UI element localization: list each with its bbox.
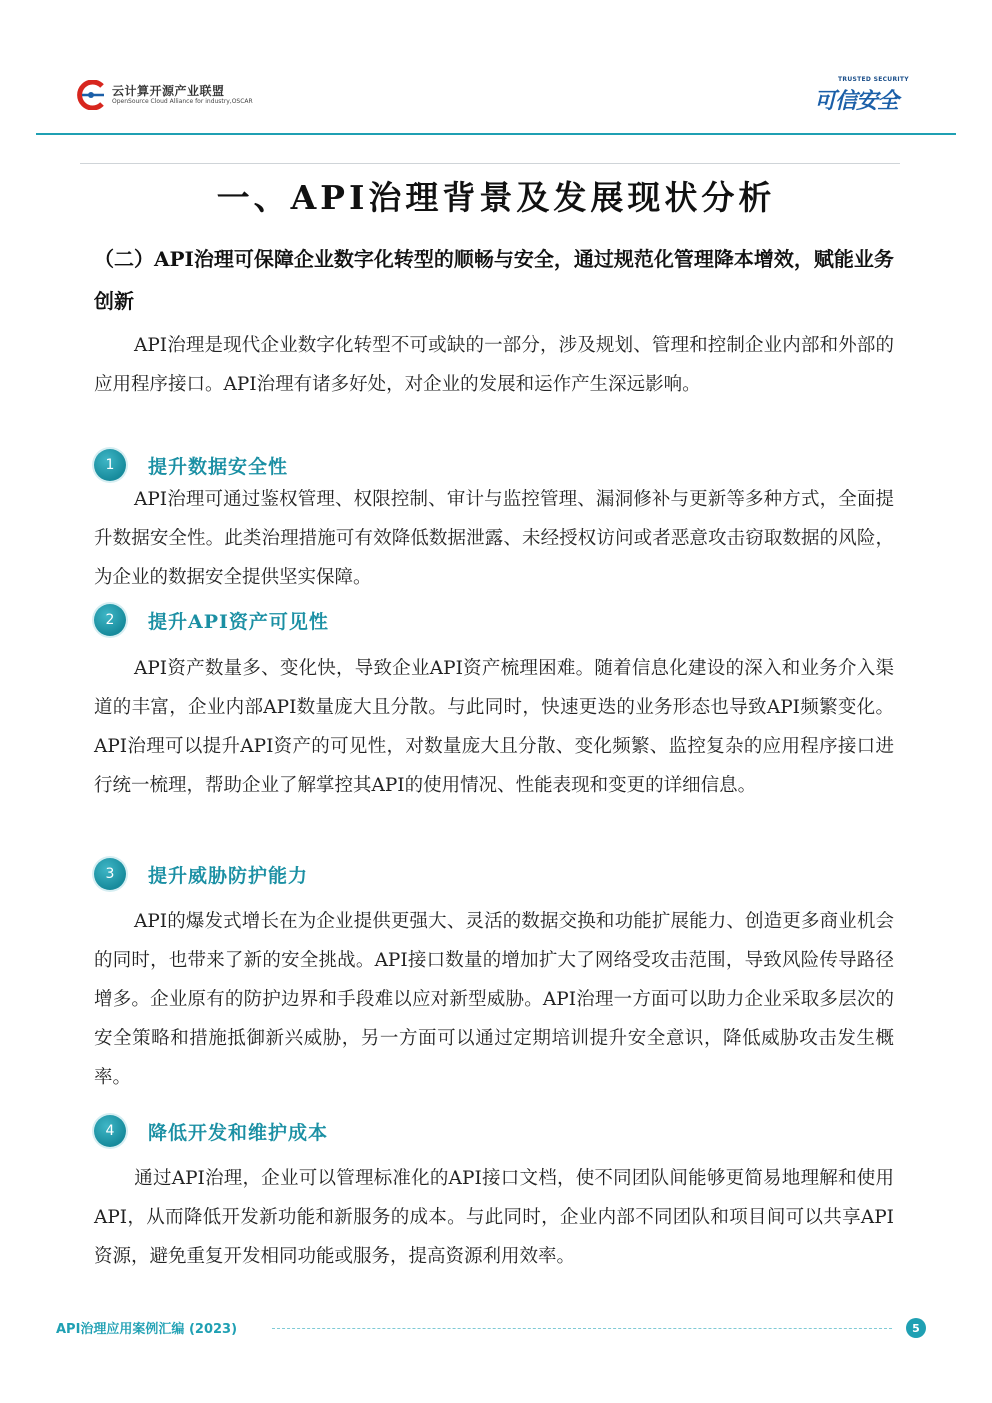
page-header [0, 0, 992, 140]
section-2-paragraph [94, 649, 894, 805]
section-text: API的爆发式增长在为企业提供更强大、灵活的数据交换和功能扩展能力、创造更多商业机会的同时，也带来了新的安全挑战。API接口数量的增加扩大了网络受攻击范围，导致风险传导路径增多。企业原有的防护边界和手段难以应对新型威胁。API治理一方面可以助力企业采取多层次的安全策略和措施抵御新兴威胁，另一方面可以通过定期培训提升安全意识，降低威胁攻击发生概率。 [94, 911, 894, 1088]
oscar-logo [74, 80, 253, 110]
intro-paragraph [94, 326, 894, 404]
section-number-badge: 2 [94, 604, 126, 636]
footer-doc-title: API治理应用案例汇编 (2023) [56, 1322, 238, 1337]
section-text: API资产数量多、变化快，导致企业API资产梳理困难。随着信息化建设的深入和业务介入渠道的丰富，企业内部API数量庞大且分散。与此同时，快速更迭的业务形态也导致API频繁变化。API治理可以提升API资产的可见性，对数量庞大且分散、变化频繁、监控复杂的应用程序接口进行统一梳理，帮助企业了解掌控其API的使用情况、性能表现和变更的详细信息。 [94, 658, 894, 796]
trusted-security-main: 可信安全 [814, 89, 899, 114]
subsection-heading: （二）API治理可保障企业数字化转型的顺畅与安全，通过规范化管理降本增效，赋能业务创新 [94, 247, 894, 313]
oscar-logo-cn: 云计算开源产业联盟 [112, 84, 225, 98]
section-number-badge: 1 [94, 449, 126, 481]
trusted-security-logo [812, 76, 922, 116]
section-2-heading [94, 605, 329, 635]
section-4-paragraph [94, 1159, 894, 1276]
page-title: 一、API治理背景及发展现状分析 [216, 178, 776, 217]
section-text: API治理可通过鉴权管理、权限控制、审计与监控管理、漏洞修补与更新等多种方式，全面提升数据安全性。此类治理措施可有效降低数据泄露、未经授权访问或者恶意攻击窃取数据的风险，为企业的数据安全提供坚实保障。 [94, 489, 894, 588]
section-3-heading [94, 859, 308, 889]
page-number: 5 [906, 1318, 926, 1338]
section-title: 提升数据安全性 [148, 455, 289, 478]
section-number-badge: 4 [94, 1115, 126, 1147]
section-title: 降低开发和维护成本 [148, 1121, 329, 1144]
oscar-logo-en: OpenSource Cloud Alliance for industry,OSCAR [112, 98, 253, 105]
header-divider [36, 133, 956, 135]
section-1-paragraph [94, 480, 894, 597]
section-text: 通过API治理，企业可以管理标准化的API接口文档，使不同团队间能够更简易地理解和使用API，从而降低开发新功能和新服务的成本。与此同时，企业内部不同团队和项目间可以共享API资源，避免重复开发相同功能或服务，提高资源利用效率。 [94, 1168, 894, 1267]
intro-text: API治理是现代企业数字化转型不可或缺的一部分，涉及规划、管理和控制企业内部和外部的应用程序接口。API治理有诸多好处，对企业的发展和运作产生深远影响。 [94, 335, 894, 395]
section-3-paragraph [94, 902, 894, 1097]
section-title: 提升API资产可见性 [148, 610, 329, 633]
section-4-heading [94, 1116, 328, 1146]
oscar-logo-icon [74, 80, 108, 110]
section-1-heading [94, 450, 288, 480]
section-title: 提升威胁防护能力 [148, 864, 309, 887]
section-number-badge: 3 [94, 858, 126, 890]
trusted-security-label: TRUSTED SECURITY [838, 76, 909, 83]
footer-dotted-line [272, 1328, 892, 1329]
title-rule [80, 163, 900, 164]
